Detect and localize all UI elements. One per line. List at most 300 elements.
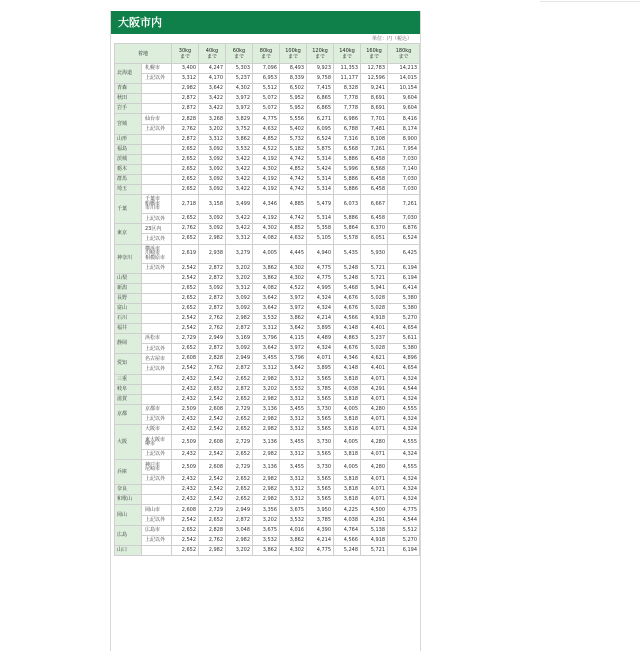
- price-cell: 4,940: [307, 244, 334, 263]
- price-cell: 6,194: [388, 545, 420, 555]
- price-cell: 2,652: [172, 144, 199, 154]
- price-cell: 3,455: [280, 435, 307, 450]
- price-cell: 4,324: [388, 374, 420, 384]
- table-row: [115, 94, 420, 104]
- table-row: [115, 435, 420, 450]
- price-cell: 9,604: [388, 94, 420, 104]
- price-cell: 9,758: [307, 74, 334, 84]
- table-row: [115, 74, 420, 84]
- price-cell: 3,312: [280, 414, 307, 424]
- price-cell: 4,214: [307, 313, 334, 323]
- table-row: [115, 64, 420, 74]
- price-cell: 5,380: [388, 293, 420, 303]
- price-cell: 5,248: [334, 273, 361, 283]
- city-cell: [142, 384, 172, 394]
- table-header-row: [115, 44, 420, 64]
- city-cell: [142, 485, 172, 495]
- prefecture-cell: 岡山: [115, 505, 142, 525]
- price-cell: 5,721: [361, 545, 388, 555]
- price-cell: 2,542: [172, 273, 199, 283]
- price-cell: 2,982: [253, 425, 280, 435]
- city-cell: [142, 185, 172, 195]
- price-cell: 3,312: [172, 74, 199, 84]
- price-cell: 4,863: [334, 334, 361, 344]
- price-cell: 4,005: [334, 460, 361, 475]
- price-cell: 3,565: [307, 425, 334, 435]
- price-cell: 3,092: [199, 224, 226, 234]
- price-cell: 8,900: [388, 134, 420, 144]
- price-cell: 3,862: [253, 545, 280, 555]
- price-cell: 2,982: [253, 374, 280, 384]
- price-cell: 2,982: [253, 394, 280, 404]
- price-cell: 3,422: [226, 154, 253, 164]
- price-cell: 5,886: [334, 214, 361, 224]
- price-cell: 6,667: [361, 195, 388, 214]
- price-cell: 4,775: [307, 273, 334, 283]
- price-cell: 3,312: [280, 425, 307, 435]
- price-cell: 4,192: [253, 154, 280, 164]
- city-cell: 横浜市 川崎市 相模原市: [142, 244, 172, 263]
- price-cell: 4,192: [253, 185, 280, 195]
- price-cell: 6,876: [388, 224, 420, 234]
- price-cell: 4,324: [388, 450, 420, 460]
- prefecture-cell: 愛知: [115, 354, 142, 374]
- price-cell: 3,675: [253, 525, 280, 535]
- price-cell: 3,818: [334, 374, 361, 384]
- prefecture-cell: 北海道: [115, 64, 142, 84]
- city-cell: 東大阪市 堺市: [142, 435, 172, 450]
- table-row: [115, 354, 420, 364]
- city-cell: [142, 303, 172, 313]
- price-cell: 5,875: [307, 144, 334, 154]
- price-cell: 2,652: [172, 164, 199, 174]
- price-cell: 2,608: [172, 505, 199, 515]
- price-cell: 5,952: [280, 104, 307, 114]
- price-cell: 6,370: [361, 224, 388, 234]
- city-cell: 上記以外: [142, 475, 172, 485]
- price-cell: 3,565: [307, 394, 334, 404]
- price-cell: 5,182: [280, 144, 307, 154]
- table-row: [115, 195, 420, 214]
- price-cell: 6,458: [361, 154, 388, 164]
- price-cell: 3,829: [226, 114, 253, 124]
- price-cell: 2,949: [199, 334, 226, 344]
- price-cell: 2,432: [172, 475, 199, 485]
- price-cell: 7,261: [361, 144, 388, 154]
- city-cell: 上記以外: [142, 124, 172, 134]
- price-cell: 7,261: [388, 195, 420, 214]
- price-cell: 3,202: [253, 515, 280, 525]
- prefecture-cell: 茨城: [115, 154, 142, 164]
- city-cell: [142, 394, 172, 404]
- city-cell: [142, 164, 172, 174]
- price-cell: 5,072: [253, 104, 280, 114]
- prefecture-cell: 京都: [115, 404, 142, 424]
- price-cell: 2,729: [172, 334, 199, 344]
- price-cell: 4,676: [334, 344, 361, 354]
- city-cell: 名古屋市: [142, 354, 172, 364]
- price-cell: 3,455: [280, 404, 307, 414]
- price-cell: 3,202: [226, 545, 253, 555]
- price-cell: 3,642: [199, 84, 226, 94]
- price-cell: 5,380: [388, 344, 420, 354]
- price-cell: 2,762: [199, 535, 226, 545]
- price-cell: 3,730: [307, 435, 334, 450]
- price-cell: 7,778: [334, 104, 361, 114]
- price-cell: 2,432: [172, 450, 199, 460]
- city-cell: 上記以外: [142, 364, 172, 374]
- unit-label: 単位：円（税込）: [371, 36, 412, 42]
- price-cell: 6,458: [361, 214, 388, 224]
- table-row: [115, 263, 420, 273]
- price-cell: 4,621: [361, 354, 388, 364]
- price-cell: 2,608: [199, 460, 226, 475]
- price-cell: 4,324: [388, 414, 420, 424]
- price-cell: 4,324: [307, 293, 334, 303]
- price-cell: 3,565: [307, 495, 334, 505]
- price-cell: 2,938: [199, 244, 226, 263]
- table-row: [115, 364, 420, 374]
- price-cell: 3,312: [253, 324, 280, 334]
- price-cell: 6,073: [334, 195, 361, 214]
- price-cell: 2,982: [253, 475, 280, 485]
- price-cell: 7,316: [334, 134, 361, 144]
- price-cell: 7,030: [388, 154, 420, 164]
- price-cell: 7,415: [307, 84, 334, 94]
- price-cell: 5,941: [361, 283, 388, 293]
- price-cell: 5,886: [334, 154, 361, 164]
- price-cell: 4,522: [280, 283, 307, 293]
- price-cell: 4,038: [334, 384, 361, 394]
- price-cell: 2,872: [199, 303, 226, 313]
- price-cell: 3,092: [199, 164, 226, 174]
- price-cell: 6,568: [334, 144, 361, 154]
- price-cell: 3,785: [307, 515, 334, 525]
- table-row: [115, 460, 420, 475]
- price-cell: 14,015: [388, 74, 420, 84]
- city-cell: [142, 84, 172, 94]
- price-cell: 3,532: [253, 535, 280, 545]
- city-cell: 上記以外: [142, 414, 172, 424]
- price-cell: 3,565: [307, 414, 334, 424]
- table-row: [115, 485, 420, 495]
- table-row: [115, 273, 420, 283]
- price-cell: 3,752: [226, 124, 253, 134]
- price-cell: 2,542: [199, 475, 226, 485]
- price-cell: 8,691: [361, 104, 388, 114]
- city-cell: 上記以外: [142, 214, 172, 224]
- price-cell: 4,489: [307, 334, 334, 344]
- price-cell: 2,762: [199, 364, 226, 374]
- top-divider: [540, 1, 640, 2]
- price-cell: 2,432: [172, 384, 199, 394]
- price-cell: 2,828: [199, 354, 226, 364]
- city-cell: 23区内: [142, 224, 172, 234]
- price-cell: 4,071: [361, 475, 388, 485]
- price-cell: 2,652: [226, 425, 253, 435]
- price-cell: 4,324: [388, 394, 420, 404]
- prefecture-cell: 埼玉: [115, 185, 142, 195]
- table-row: [115, 214, 420, 224]
- price-cell: 2,729: [226, 460, 253, 475]
- price-cell: 4,401: [361, 324, 388, 334]
- price-cell: 2,542: [199, 495, 226, 505]
- city-cell: [142, 283, 172, 293]
- price-cell: 5,138: [361, 525, 388, 535]
- prefecture-cell: 広島: [115, 525, 142, 545]
- price-cell: 2,608: [199, 435, 226, 450]
- price-cell: 6,986: [334, 114, 361, 124]
- price-cell: 3,895: [307, 324, 334, 334]
- price-cell: 5,303: [226, 64, 253, 74]
- price-cell: 3,532: [280, 515, 307, 525]
- price-cell: 5,314: [307, 185, 334, 195]
- price-cell: 3,092: [199, 144, 226, 154]
- price-cell: 3,312: [199, 134, 226, 144]
- price-cell: 3,642: [280, 324, 307, 334]
- table-row: [115, 505, 420, 515]
- city-cell: [142, 104, 172, 114]
- price-cell: 2,542: [172, 263, 199, 273]
- price-cell: 2,652: [226, 495, 253, 505]
- price-cell: 7,030: [388, 185, 420, 195]
- header-weight: 80kg まで: [253, 44, 280, 64]
- price-cell: 2,652: [226, 394, 253, 404]
- price-cell: 7,481: [361, 124, 388, 134]
- price-cell: 6,953: [253, 74, 280, 84]
- price-cell: 3,312: [280, 450, 307, 460]
- price-cell: 3,818: [334, 485, 361, 495]
- price-cell: 6,414: [388, 283, 420, 293]
- price-cell: 5,270: [388, 535, 420, 545]
- price-cell: 2,652: [172, 344, 199, 354]
- price-cell: 3,532: [226, 144, 253, 154]
- price-cell: 2,652: [172, 154, 199, 164]
- price-cell: 3,642: [253, 303, 280, 313]
- price-cell: 3,092: [226, 344, 253, 354]
- prefecture-cell: 福島: [115, 144, 142, 154]
- price-cell: 3,422: [226, 185, 253, 195]
- price-cell: 2,652: [172, 214, 199, 224]
- table-row: [115, 134, 420, 144]
- table-row: [115, 495, 420, 505]
- price-cell: 2,652: [199, 515, 226, 525]
- prefecture-cell: 山口: [115, 545, 142, 555]
- price-cell: 4,742: [280, 214, 307, 224]
- price-cell: 2,509: [172, 435, 199, 450]
- prefecture-cell: 栃木: [115, 164, 142, 174]
- table-row: [115, 144, 420, 154]
- price-cell: 4,522: [253, 144, 280, 154]
- price-cell: 4,775: [253, 114, 280, 124]
- price-cell: 4,918: [361, 535, 388, 545]
- price-cell: 5,886: [334, 175, 361, 185]
- price-cell: 4,676: [334, 303, 361, 313]
- prefecture-cell: 三重: [115, 374, 142, 384]
- price-cell: 4,302: [253, 164, 280, 174]
- price-cell: 5,578: [334, 234, 361, 244]
- price-cell: 6,568: [361, 164, 388, 174]
- price-cell: 2,762: [172, 224, 199, 234]
- price-cell: 4,225: [334, 505, 361, 515]
- price-cell: 3,972: [226, 104, 253, 114]
- price-cell: 4,302: [280, 263, 307, 273]
- price-cell: 3,356: [253, 505, 280, 515]
- price-cell: 2,652: [226, 374, 253, 384]
- price-cell: 2,872: [172, 104, 199, 114]
- price-cell: 3,048: [226, 525, 253, 535]
- price-cell: 4,071: [361, 495, 388, 505]
- price-cell: 2,982: [226, 535, 253, 545]
- price-cell: 2,872: [226, 384, 253, 394]
- city-cell: 上記以外: [142, 344, 172, 354]
- table-row: [115, 293, 420, 303]
- price-cell: 6,458: [361, 175, 388, 185]
- price-cell: 4,324: [307, 344, 334, 354]
- price-cell: 2,652: [172, 234, 199, 244]
- price-cell: 3,730: [307, 460, 334, 475]
- city-cell: 広島市: [142, 525, 172, 535]
- city-cell: 浜松市: [142, 334, 172, 344]
- price-cell: 4,291: [361, 515, 388, 525]
- price-cell: 4,775: [388, 505, 420, 515]
- price-cell: 3,092: [199, 154, 226, 164]
- price-cell: 5,270: [388, 313, 420, 323]
- price-cell: 2,542: [199, 450, 226, 460]
- price-cell: 7,701: [361, 114, 388, 124]
- prefecture-cell: 新潟: [115, 283, 142, 293]
- price-cell: 4,632: [253, 124, 280, 134]
- table-row: [115, 283, 420, 293]
- prefecture-cell: 千葉: [115, 195, 142, 224]
- price-cell: 5,556: [280, 114, 307, 124]
- price-cell: 2,542: [199, 425, 226, 435]
- price-cell: 5,611: [388, 334, 420, 344]
- price-cell: 2,542: [199, 374, 226, 384]
- price-cell: 9,923: [307, 64, 334, 74]
- price-cell: 2,652: [226, 450, 253, 460]
- price-cell: 5,314: [307, 214, 334, 224]
- price-cell: 5,732: [280, 134, 307, 144]
- price-cell: 3,796: [253, 334, 280, 344]
- price-cell: 5,435: [334, 244, 361, 263]
- price-cell: 3,092: [226, 303, 253, 313]
- price-cell: 9,241: [361, 84, 388, 94]
- prefecture-cell: 秋田: [115, 94, 142, 104]
- price-cell: 4,555: [388, 404, 420, 414]
- prefecture-cell: 石川: [115, 313, 142, 323]
- table-row: [115, 425, 420, 435]
- table-row: [115, 404, 420, 414]
- price-cell: 4,302: [253, 224, 280, 234]
- price-cell: 4,291: [361, 384, 388, 394]
- price-cell: 2,652: [226, 485, 253, 495]
- price-cell: 4,324: [388, 475, 420, 485]
- price-cell: 3,136: [253, 404, 280, 414]
- city-cell: [142, 495, 172, 505]
- price-cell: 2,542: [172, 313, 199, 323]
- price-cell: 4,566: [334, 535, 361, 545]
- price-cell: 4,192: [253, 175, 280, 185]
- prefecture-cell: 山梨: [115, 273, 142, 283]
- header-weight: 100kg まで: [280, 44, 307, 64]
- city-cell: 上記以外: [142, 535, 172, 545]
- prefecture-cell: 岐阜: [115, 384, 142, 394]
- table-row: [115, 185, 420, 195]
- table-row: [115, 234, 420, 244]
- price-cell: 2,982: [226, 313, 253, 323]
- price-cell: 3,565: [307, 485, 334, 495]
- price-cell: 2,542: [172, 535, 199, 545]
- price-cell: 3,455: [253, 354, 280, 364]
- price-cell: 4,566: [334, 313, 361, 323]
- price-cell: 2,982: [199, 234, 226, 244]
- price-cell: 4,170: [199, 74, 226, 84]
- city-cell: 札幌市: [142, 64, 172, 74]
- section-title: 大阪市内: [111, 11, 420, 34]
- price-cell: 4,885: [280, 195, 307, 214]
- price-cell: 11,353: [334, 64, 361, 74]
- price-cell: 3,796: [280, 354, 307, 364]
- price-cell: 2,432: [172, 374, 199, 384]
- city-cell: [142, 134, 172, 144]
- price-cell: 3,202: [226, 273, 253, 283]
- price-cell: 5,314: [307, 175, 334, 185]
- prefecture-cell: 山形: [115, 134, 142, 144]
- price-cell: 3,818: [334, 475, 361, 485]
- price-cell: 6,524: [388, 234, 420, 244]
- table-row: [115, 475, 420, 485]
- price-cell: 5,996: [334, 164, 361, 174]
- price-cell: 4,742: [280, 175, 307, 185]
- price-cell: 7,030: [388, 214, 420, 224]
- price-cell: 4,071: [361, 414, 388, 424]
- price-cell: 2,982: [172, 84, 199, 94]
- price-cell: 3,312: [280, 485, 307, 495]
- price-cell: 5,237: [361, 334, 388, 344]
- price-cell: 2,542: [199, 394, 226, 404]
- price-cell: 4,324: [307, 303, 334, 313]
- price-cell: 3,972: [280, 344, 307, 354]
- price-cell: 2,982: [253, 485, 280, 495]
- city-cell: 上記以外: [142, 234, 172, 244]
- price-cell: 2,652: [172, 283, 199, 293]
- price-cell: 3,565: [307, 374, 334, 384]
- table-row: [115, 344, 420, 354]
- price-cell: 5,864: [334, 224, 361, 234]
- prefecture-cell: 奈良: [115, 485, 142, 495]
- price-cell: 4,302: [226, 84, 253, 94]
- price-cell: 4,775: [307, 545, 334, 555]
- price-cell: 3,730: [307, 404, 334, 414]
- price-cell: 4,082: [253, 234, 280, 244]
- city-cell: 上記以外: [142, 515, 172, 525]
- price-cell: 3,279: [226, 244, 253, 263]
- price-cell: 8,174: [388, 124, 420, 134]
- price-cell: 3,950: [307, 505, 334, 515]
- header-weight: 180kg まで: [388, 44, 420, 64]
- city-cell: [142, 144, 172, 154]
- price-cell: 3,092: [199, 185, 226, 195]
- price-cell: 3,818: [334, 495, 361, 505]
- price-cell: 3,312: [280, 495, 307, 505]
- price-cell: 4,324: [388, 495, 420, 505]
- table-row: [115, 114, 420, 124]
- prefecture-cell: 東京: [115, 224, 142, 244]
- price-cell: 5,248: [334, 263, 361, 273]
- prefecture-cell: 兵庫: [115, 460, 142, 485]
- price-cell: 8,339: [280, 74, 307, 84]
